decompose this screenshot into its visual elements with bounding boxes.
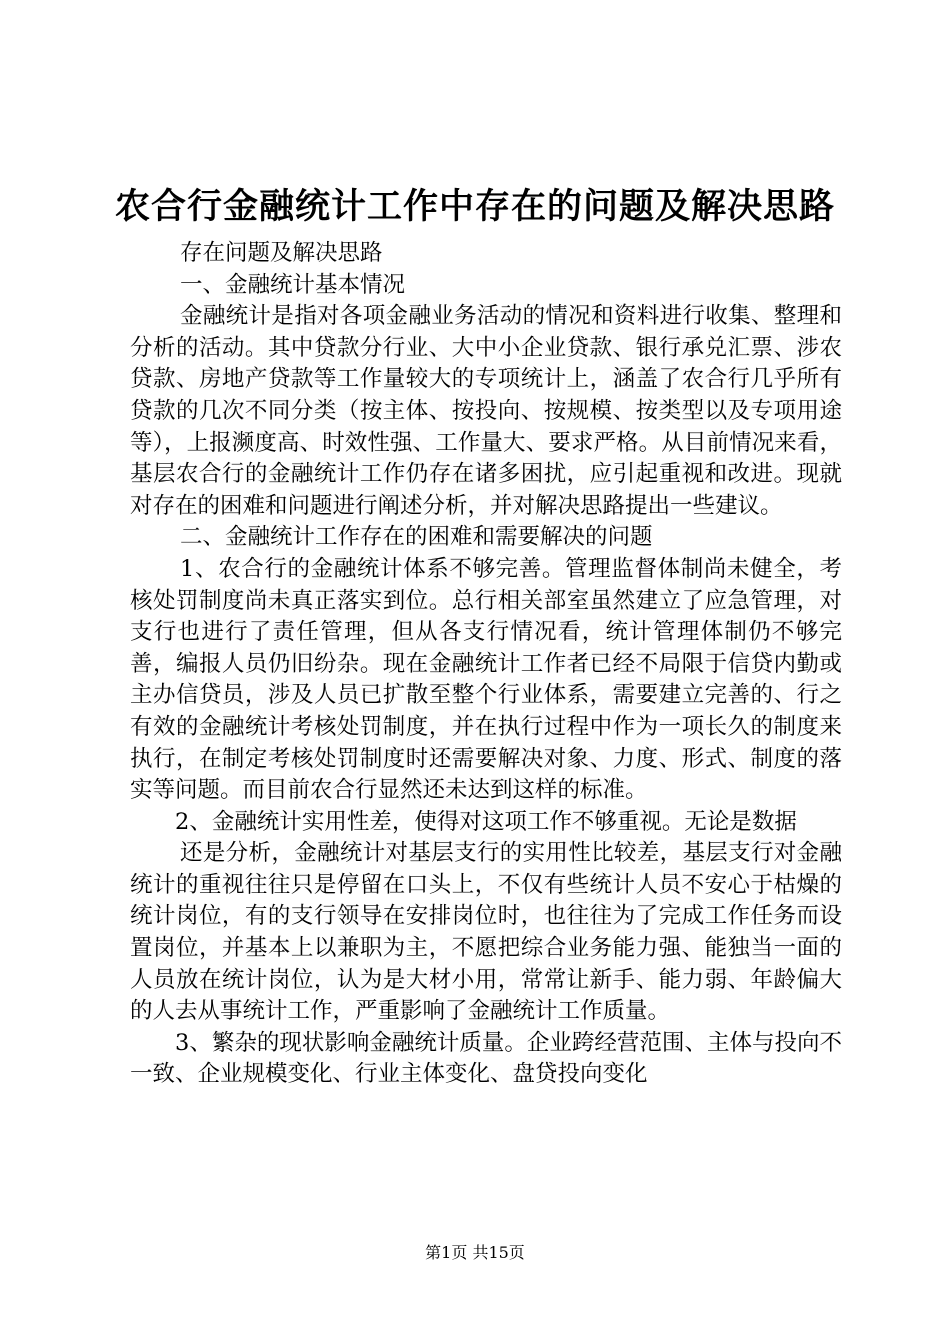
paragraph: 金融统计是指对各项金融业务活动的情况和资料进行收集、整理和分析的活动。其中贷款分行业、大中小企业贷款、银行承兑汇票、涉农贷款、房地产贷款等工作量较大的专项统计上，涵盖了农合行几乎所有贷款的几次不同分类（按主体、按投向、按规模、按类型以及专项用途等），上报濒度高、时效性强、工作量大、要求严格。从目前情况来看，基层农合行的金融统计工作仍存在诸多困扰，应引起重视和改进。现就对存在的困难和问题进行阐述分析，并对解决思路提出一些建议。	[130, 303, 842, 519]
document-body	[130, 238, 842, 1091]
paragraph: 3、繁杂的现状影响金融统计质量。企业跨经营范围、主体与投向不一致、企业规模变化、行业主体变化、盘贷投向变化	[130, 1029, 842, 1088]
paragraph: 1、农合行的金融统计体系不够完善。管理监督体制尚未健全，考核处罚制度尚未真正落实到位。总行相关部室虽然建立了应急管理，对支行也进行了责任管理，但从各支行情况看，统计管理体制仍不够完善，编报人员仍旧纷杂。现在金融统计工作者已经不局限于信贷内勤或主办信贷员，涉及人员已扩散至整个行业体系，需要建立完善的、行之有效的金融统计考核处罚制度，并在执行过程中作为一项长久的制度来执行，在制定考核处罚制度时还需要解决对象、力度、形式、制度的落实等问题。而目前农合行显然还未达到这样的标准。	[130, 555, 842, 804]
section-heading-2: 二、金融统计工作存在的困难和需要解决的问题	[180, 524, 653, 551]
paragraph: 2、金融统计实用性差，使得对这项工作不够重视。无论是数据	[175, 808, 797, 835]
page-footer: 第1页 共15页	[425, 1243, 525, 1262]
page-title: 农合行金融统计工作中存在的问题及解决思路	[114, 186, 835, 227]
section-heading-1: 一、金融统计基本情况	[180, 271, 406, 298]
paragraph: 还是分析，金融统计对基层支行的实用性比较差，基层支行对金融统计的重视往往只是停留在口头上，不仅有些统计人员不安心于枯燥的统计岗位，有的支行领导在安排岗位时，也往往为了完成工作任务而设置岗位，并基本上以兼职为主，不愿把综合业务能力强、能独当一面的人员放在统计岗位，认为是大材小用，常常让新手、能力弱、年龄偏大的人去从事统计工作，严重影响了金融统计工作质量。	[130, 840, 842, 1025]
paragraph-subtitle: 存在问题及解决思路	[180, 240, 383, 266]
